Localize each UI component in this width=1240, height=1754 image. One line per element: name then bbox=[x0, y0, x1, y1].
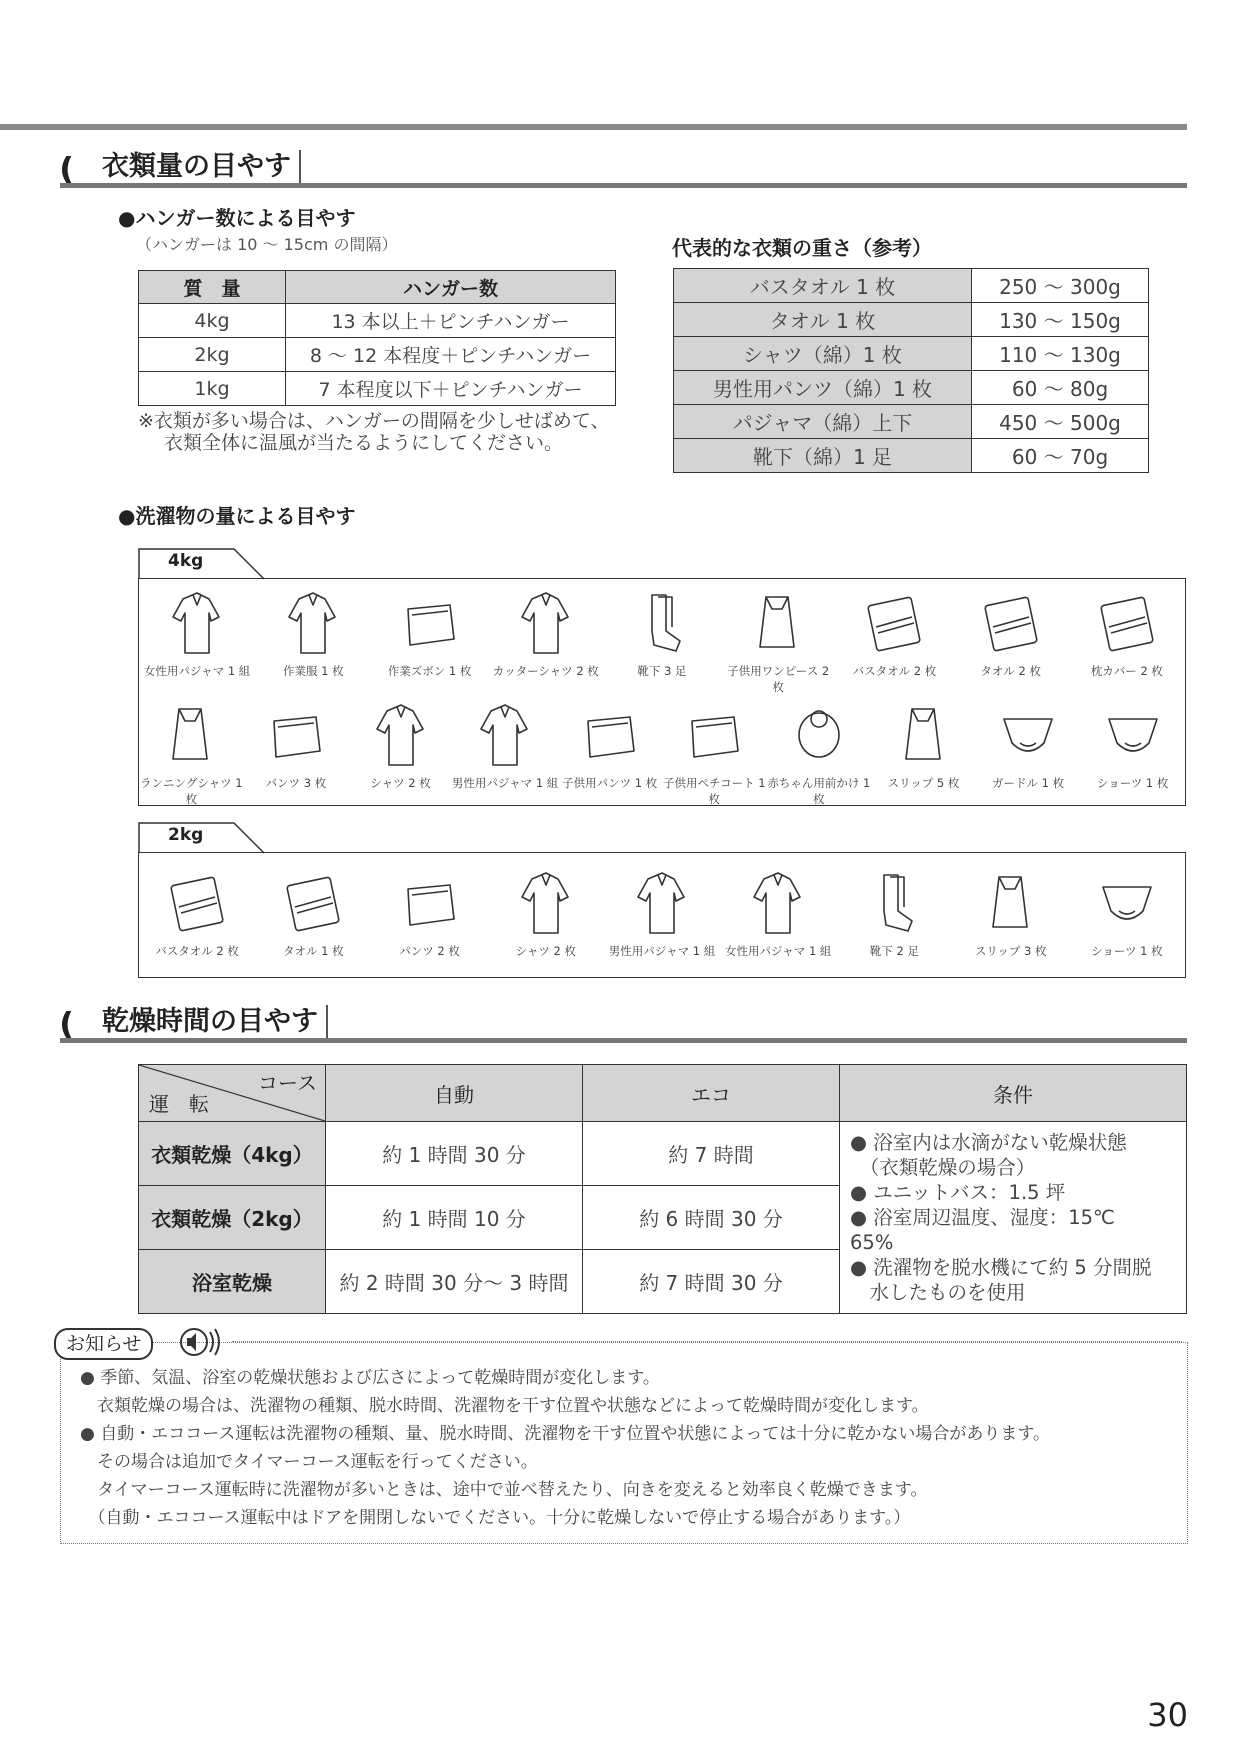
cell-weight: 2kg bbox=[139, 338, 286, 372]
clothing-icon bbox=[955, 587, 1067, 659]
tab-label: 4kg bbox=[168, 551, 204, 571]
cell-weight: 110 〜 130g bbox=[972, 337, 1149, 371]
table-row bbox=[139, 304, 616, 338]
laundry-2kg-box bbox=[138, 852, 1186, 978]
table-row bbox=[674, 337, 1149, 371]
cell-hanger-count: 8 〜 12 本程度＋ピンチハンガー bbox=[286, 338, 616, 372]
clothing-item bbox=[1071, 867, 1183, 959]
condition-line: ● 洗濯物を脱水機にて約 5 分間脱 bbox=[850, 1256, 1152, 1279]
clothing-caption: 枕カバー 2 枚 bbox=[1090, 664, 1163, 678]
clothing-icon bbox=[606, 587, 718, 659]
condition-line: ● ユニットバス：1.5 坪 bbox=[850, 1181, 1066, 1204]
column-header-conditions: 条件 bbox=[840, 1065, 1187, 1122]
cell-weight: 130 〜 150g bbox=[972, 303, 1149, 337]
clothing-item bbox=[141, 867, 253, 959]
laundry-4kg-row1 bbox=[139, 579, 1185, 694]
drying-time-table bbox=[138, 1064, 1187, 1314]
clothing-caption: 子供用ペチコート 1 枚 bbox=[663, 776, 766, 806]
clothing-icon bbox=[135, 699, 247, 771]
clothing-item bbox=[490, 587, 602, 679]
row-header: 衣類乾燥（4kg） bbox=[139, 1122, 326, 1186]
notice-dotted-rule bbox=[232, 1341, 1182, 1342]
cell-hanger-count: 7 本程度以下＋ピンチハンガー bbox=[286, 372, 616, 406]
clothing-icon bbox=[722, 867, 834, 939]
clothing-item bbox=[554, 699, 666, 791]
condition-line: ● 浴室周辺温度、湿度：15℃ 65% bbox=[850, 1206, 1135, 1254]
section-rule bbox=[60, 1038, 1187, 1043]
conditions-cell bbox=[840, 1122, 1187, 1314]
cell-item: シャツ（綿）1 枚 bbox=[674, 337, 972, 371]
clothing-item bbox=[763, 699, 875, 807]
clothing-caption: 靴下 3 足 bbox=[637, 664, 687, 678]
table-row bbox=[674, 269, 1149, 303]
clothing-caption: 作業ズボン 1 枚 bbox=[387, 664, 472, 678]
table-row bbox=[674, 371, 1149, 405]
cell-eco: 約 6 時間 30 分 bbox=[583, 1186, 840, 1250]
clothing-item bbox=[449, 699, 561, 791]
table-row bbox=[139, 1122, 1187, 1186]
clothing-icon bbox=[490, 587, 602, 659]
condition-line: （衣類乾燥の場合） bbox=[850, 1156, 1036, 1179]
clothing-caption: 男性用パジャマ 1 組 bbox=[451, 776, 559, 790]
clothing-caption: 赤ちゃん用前かけ 1 枚 bbox=[767, 776, 871, 806]
clothing-caption: 子供用ワンピース 2 枚 bbox=[727, 664, 830, 694]
clothing-icon bbox=[838, 587, 950, 659]
clothing-item bbox=[374, 587, 486, 679]
column-header-eco: エコ bbox=[583, 1065, 840, 1122]
clothing-icon bbox=[141, 867, 253, 939]
clothing-caption: 子供用パンツ 1 枚 bbox=[562, 776, 658, 790]
clothing-item bbox=[606, 867, 718, 959]
clothing-caption: カッターシャツ 2 枚 bbox=[492, 664, 599, 678]
clothing-caption: ショーツ 1 枚 bbox=[1091, 944, 1163, 958]
clothing-weight-table bbox=[673, 268, 1149, 473]
notice-line: ● 季節、気温、浴室の乾燥状態および広さによって乾燥時間が変化します。 bbox=[80, 1368, 660, 1388]
clothing-caption: ランニングシャツ 1 枚 bbox=[140, 776, 243, 806]
clothing-item bbox=[1071, 587, 1183, 679]
clothing-icon bbox=[722, 587, 834, 659]
laundry-2kg-row bbox=[139, 859, 1185, 971]
clothing-item bbox=[658, 699, 770, 807]
clothing-caption: 作業服 1 枚 bbox=[283, 664, 344, 678]
clothing-icon bbox=[606, 867, 718, 939]
cell-auto: 約 2 時間 30 分〜 3 時間 bbox=[326, 1250, 583, 1314]
table-row bbox=[139, 372, 616, 406]
notice-line: タイマーコース運転時に洗濯物が多いときは、途中で並べ替えたり、向きを変えると効率良く乾燥できます。 bbox=[80, 1480, 928, 1500]
clothing-item bbox=[606, 587, 718, 679]
clothing-caption: バスタオル 2 枚 bbox=[852, 664, 937, 678]
clothing-icon bbox=[490, 867, 602, 939]
clothing-item bbox=[955, 587, 1067, 679]
clothing-icon bbox=[257, 587, 369, 659]
clothing-item bbox=[1077, 699, 1189, 791]
cell-weight: 250 〜 300g bbox=[972, 269, 1149, 303]
clothing-icon bbox=[1071, 587, 1183, 659]
table-row bbox=[139, 338, 616, 372]
page-number: 30 bbox=[1147, 1696, 1188, 1734]
clothing-caption: 女性用パジャマ 1 組 bbox=[143, 664, 251, 678]
clothing-icon bbox=[554, 699, 666, 771]
clothing-icon bbox=[838, 867, 950, 939]
cell-weight: 4kg bbox=[139, 304, 286, 338]
cell-weight: 60 〜 80g bbox=[972, 371, 1149, 405]
cell-weight: 1kg bbox=[139, 372, 286, 406]
clothing-icon bbox=[955, 867, 1067, 939]
cell-item: バスタオル 1 枚 bbox=[674, 269, 972, 303]
cell-weight: 450 〜 500g bbox=[972, 405, 1149, 439]
clothing-icon bbox=[868, 699, 980, 771]
clothing-item bbox=[374, 867, 486, 959]
clothing-caption: 女性用パジャマ 1 組 bbox=[725, 944, 832, 958]
cell-auto: 約 1 時間 10 分 bbox=[326, 1186, 583, 1250]
clothing-caption: タオル 1 枚 bbox=[283, 944, 344, 958]
clothing-item bbox=[955, 867, 1067, 959]
notice-line: 衣類乾燥の場合は、洗濯物の種類、脱水時間、洗濯物を干す位置や状態などによって乾燥時間が変化します。 bbox=[80, 1396, 929, 1416]
laundry-4kg-row2 bbox=[139, 691, 1185, 806]
clothing-icon bbox=[374, 867, 486, 939]
cell-item: パジャマ（綿）上下 bbox=[674, 405, 972, 439]
clothing-item bbox=[838, 587, 950, 679]
condition-line: ● 浴室内は水滴がない乾燥状態 bbox=[850, 1131, 1127, 1154]
cell-item: タオル 1 枚 bbox=[674, 303, 972, 337]
section-header-clothing-amount bbox=[60, 150, 1187, 188]
clothing-caption: 男性用パジャマ 1 組 bbox=[608, 944, 716, 958]
section-header-drying-time bbox=[60, 1005, 1187, 1043]
clothing-caption: シャツ 2 枚 bbox=[370, 776, 431, 790]
notice-line: （自動・エココース運転中はドアを開閉しないでください。十分に乾燥しないで停止する場合があります。） bbox=[80, 1508, 911, 1528]
corner-label-operation: 運 転 bbox=[149, 1092, 209, 1116]
clothing-item bbox=[257, 587, 369, 679]
clothing-icon bbox=[141, 587, 253, 659]
clothing-caption: タオル 2 枚 bbox=[980, 664, 1041, 678]
clothing-caption: 靴下 2 足 bbox=[869, 944, 919, 958]
cell-hanger-count: 13 本以上＋ピンチハンガー bbox=[286, 304, 616, 338]
column-header-auto: 自動 bbox=[326, 1065, 583, 1122]
clothing-icon bbox=[345, 699, 457, 771]
table-header-row bbox=[139, 271, 616, 304]
notice-line: その場合は追加でタイマーコース運転を行ってください。 bbox=[80, 1452, 538, 1472]
clothing-caption: シャツ 2 枚 bbox=[515, 944, 576, 958]
clothing-item bbox=[722, 867, 834, 959]
clothing-item bbox=[240, 699, 352, 791]
notice-label: お知らせ bbox=[54, 1328, 153, 1360]
clothing-item bbox=[135, 699, 247, 807]
clothing-icon bbox=[374, 587, 486, 659]
corner-header bbox=[139, 1065, 326, 1122]
note-line: ※衣類が多い場合は、ハンガーの間隔を少しせばめて、 bbox=[138, 410, 610, 432]
clothing-icon bbox=[1077, 699, 1189, 771]
laundry-heading: ●洗濯物の量による目やす bbox=[118, 504, 356, 528]
clothing-caption: スリップ 5 枚 bbox=[887, 776, 960, 790]
clothing-item bbox=[490, 867, 602, 959]
note-line: 衣類全体に温風が当たるようにしてください。 bbox=[164, 432, 564, 454]
notice-text bbox=[80, 1364, 1180, 1532]
cell-eco: 約 7 時間 30 分 bbox=[583, 1250, 840, 1314]
cell-item: 靴下（綿）1 足 bbox=[674, 439, 972, 473]
clothing-caption: スリップ 3 枚 bbox=[974, 944, 1047, 958]
laundry-4kg-box bbox=[138, 578, 1186, 806]
hanger-note bbox=[138, 410, 610, 454]
section-rule bbox=[60, 183, 1187, 188]
clothing-item bbox=[141, 587, 253, 679]
clothing-item bbox=[972, 699, 1084, 791]
section-title: 衣類量の目やす bbox=[100, 150, 301, 184]
tab-label: 2kg bbox=[168, 825, 204, 845]
clothing-icon bbox=[658, 699, 770, 771]
table-row bbox=[674, 405, 1149, 439]
hanger-table bbox=[138, 270, 616, 406]
clothing-icon bbox=[240, 699, 352, 771]
clothing-caption: ガードル 1 枚 bbox=[992, 776, 1065, 790]
tab-2kg bbox=[138, 822, 260, 852]
cell-item: 男性用パンツ（綿）1 枚 bbox=[674, 371, 972, 405]
row-header: 浴室乾燥 bbox=[139, 1250, 326, 1314]
column-header: ハンガー数 bbox=[286, 271, 616, 304]
clothing-item bbox=[257, 867, 369, 959]
section-title: 乾燥時間の目やす bbox=[100, 1005, 328, 1039]
speaker-icon bbox=[178, 1326, 224, 1362]
table-row bbox=[674, 303, 1149, 337]
corner-label-course: コース bbox=[258, 1071, 317, 1095]
hanger-heading: ●ハンガー数による目やす bbox=[118, 206, 356, 230]
table-header-row bbox=[139, 1065, 1187, 1122]
hanger-subnote: （ハンガーは 10 〜 15cm の間隔） bbox=[136, 235, 398, 254]
clothing-icon bbox=[763, 699, 875, 771]
weights-heading: 代表的な衣類の重さ（参考） bbox=[672, 236, 932, 260]
clothing-item bbox=[722, 587, 834, 695]
cell-auto: 約 1 時間 30 分 bbox=[326, 1122, 583, 1186]
notice-line: ● 自動・エココース運転は洗濯物の種類、量、脱水時間、洗濯物を干す位置や状態によっては十分に乾かない場合があります。 bbox=[80, 1424, 1051, 1444]
clothing-caption: バスタオル 2 枚 bbox=[155, 944, 239, 958]
row-header: 衣類乾燥（2kg） bbox=[139, 1186, 326, 1250]
cell-eco: 約 7 時間 bbox=[583, 1122, 840, 1186]
cell-weight: 60 〜 70g bbox=[972, 439, 1149, 473]
clothing-icon bbox=[972, 699, 1084, 771]
table-row bbox=[674, 439, 1149, 473]
clothing-item bbox=[838, 867, 950, 959]
clothing-icon bbox=[1071, 867, 1183, 939]
clothing-caption: ショーツ 1 枚 bbox=[1096, 776, 1169, 790]
top-rule bbox=[0, 124, 1187, 130]
condition-line: 水したものを使用 bbox=[850, 1281, 1026, 1304]
clothing-item bbox=[868, 699, 980, 791]
tab-4kg bbox=[138, 548, 260, 578]
clothing-icon bbox=[257, 867, 369, 939]
clothing-caption: パンツ 2 枚 bbox=[399, 944, 460, 958]
clothing-icon bbox=[449, 699, 561, 771]
clothing-caption: パンツ 3 枚 bbox=[265, 776, 327, 790]
clothing-item bbox=[345, 699, 457, 791]
column-header: 質 量 bbox=[139, 271, 286, 304]
